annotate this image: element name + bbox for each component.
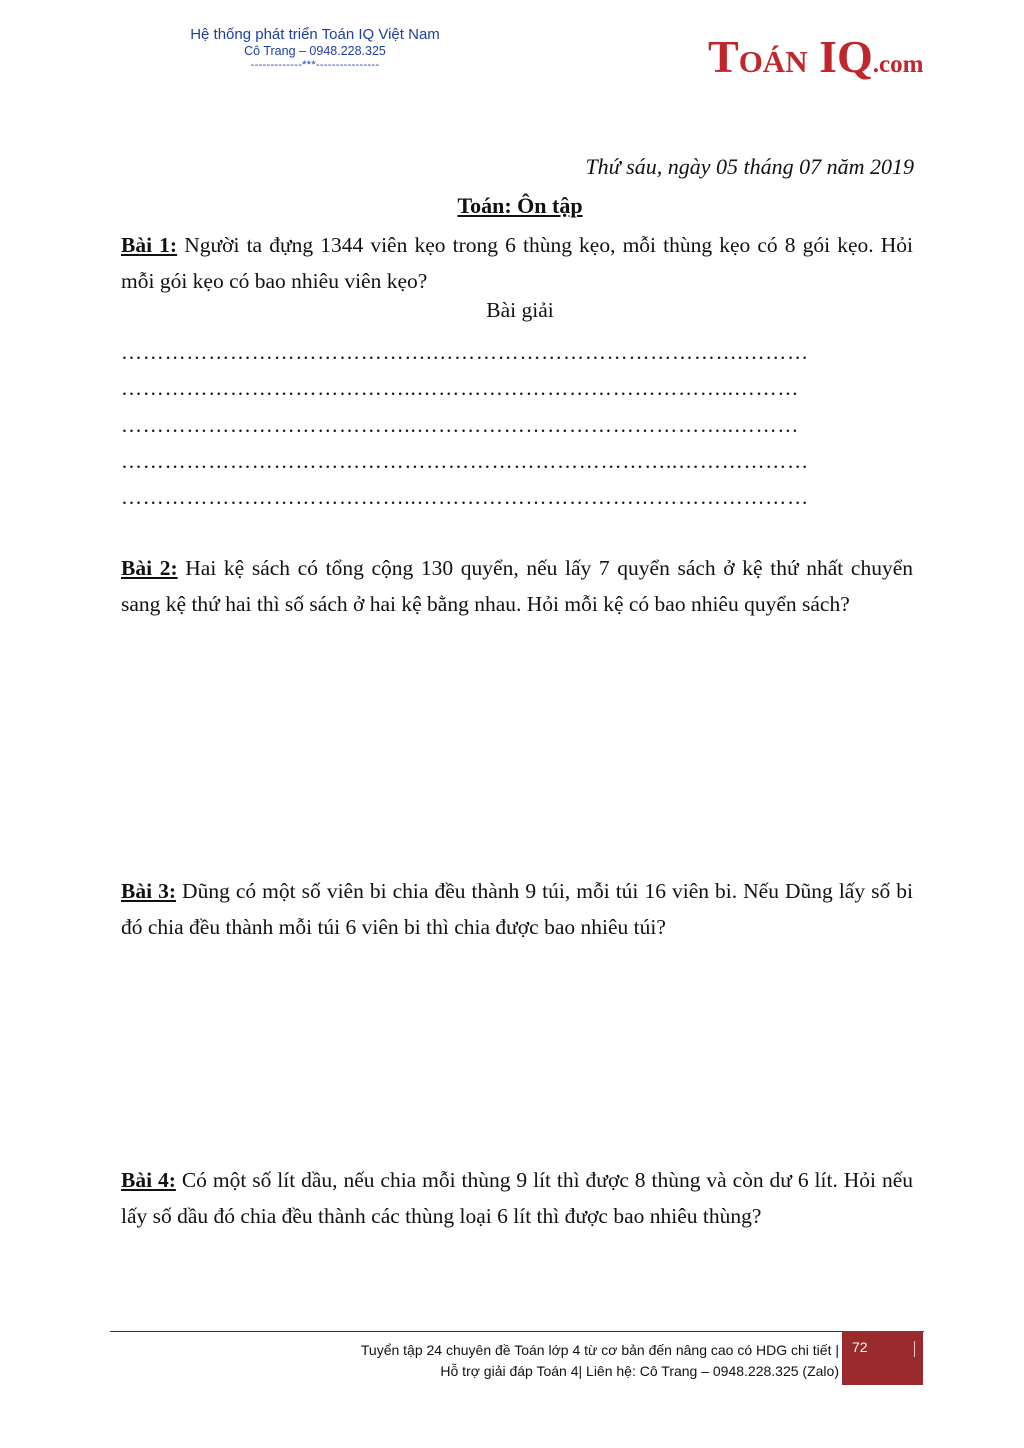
logo-domain: .com	[872, 51, 924, 78]
problem-2	[121, 550, 913, 622]
answer-dotted-line: …………………………………..……………………………………..………	[121, 376, 800, 400]
problem-1	[121, 227, 913, 299]
footer-divider	[110, 1331, 924, 1332]
header-separator: -------------***----------------	[250, 59, 380, 71]
problem-text: Người ta đựng 1344 viên kẹo trong 6 thùng kẹo, mỗi thùng kẹo có 8 gói kẹo. Hỏi mỗi gói kẹo có bao nhiêu viên kẹo?	[121, 233, 913, 293]
document-date: Thứ sáu, ngày 05 tháng 07 năm 2019	[585, 154, 914, 179]
page-number: 72	[852, 1339, 868, 1355]
contact-info: Cô Trang – 0948.228.325	[244, 44, 386, 58]
problem-text: Dũng có một số viên bi chia đều thành 9 túi, mỗi túi 16 viên bi. Nếu Dũng lấy số bi đó chia đều thành mỗi túi 6 viên bi thì chia được bao nhiêu túi?	[121, 879, 913, 939]
problem-4	[121, 1162, 913, 1234]
problem-text: Hai kệ sách có tổng cộng 130 quyển, nếu lấy 7 quyển sách ở kệ thứ nhất chuyển sang kệ thứ hai thì số sách ở hai kệ bằng nhau. Hỏi mỗi kệ có bao nhiêu quyển sách?	[121, 556, 913, 616]
problem-label: Bài 2:	[121, 556, 178, 580]
answer-dotted-line: …………………………………..………………………………………………	[121, 485, 809, 509]
header-organization-block	[170, 26, 460, 72]
answer-dotted-line: …………………………………………………………………..………………	[121, 449, 809, 473]
footer-text	[361, 1340, 839, 1382]
answer-dotted-line: …………………………………….…………………………………….………	[121, 340, 809, 364]
logo-letter-t: T	[708, 31, 739, 82]
logo-letters-oan: OÁN	[738, 44, 808, 79]
page-number-box	[842, 1331, 923, 1385]
problem-label: Bài 1:	[121, 233, 178, 257]
problem-text: Có một số lít dầu, nếu chia mỗi thùng 9 lít thì được 8 thùng và còn dư 6 lít. Hỏi nếu lấy số dầu đó chia đều thành các thùng loại 6 lít thì được bao nhiêu thùng?	[121, 1168, 913, 1228]
page-box-mark	[914, 1341, 915, 1357]
document-title: Toán: Ôn tập	[457, 193, 583, 218]
problem-3	[121, 873, 913, 945]
logo-letters-iq: IQ	[807, 31, 873, 82]
toaniq-logo	[708, 30, 923, 83]
solution-heading: Bài giải	[486, 298, 554, 322]
answer-dotted-line: …………………………………..……………………………………..………	[121, 413, 800, 437]
organization-name: Hệ thống phát triển Toán IQ Việt Nam	[190, 26, 440, 43]
footer-line-1: Tuyển tập 24 chuyên đề Toán lớp 4 từ cơ bản đến nâng cao có HDG chi tiết |	[360, 1342, 839, 1358]
footer-line-2: Hỗ trợ giải đáp Toán 4| Liên hệ: Cô Trang – 0948.228.325 (Zalo)	[440, 1363, 839, 1379]
problem-label: Bài 4:	[121, 1168, 176, 1192]
problem-label: Bài 3:	[121, 879, 177, 903]
